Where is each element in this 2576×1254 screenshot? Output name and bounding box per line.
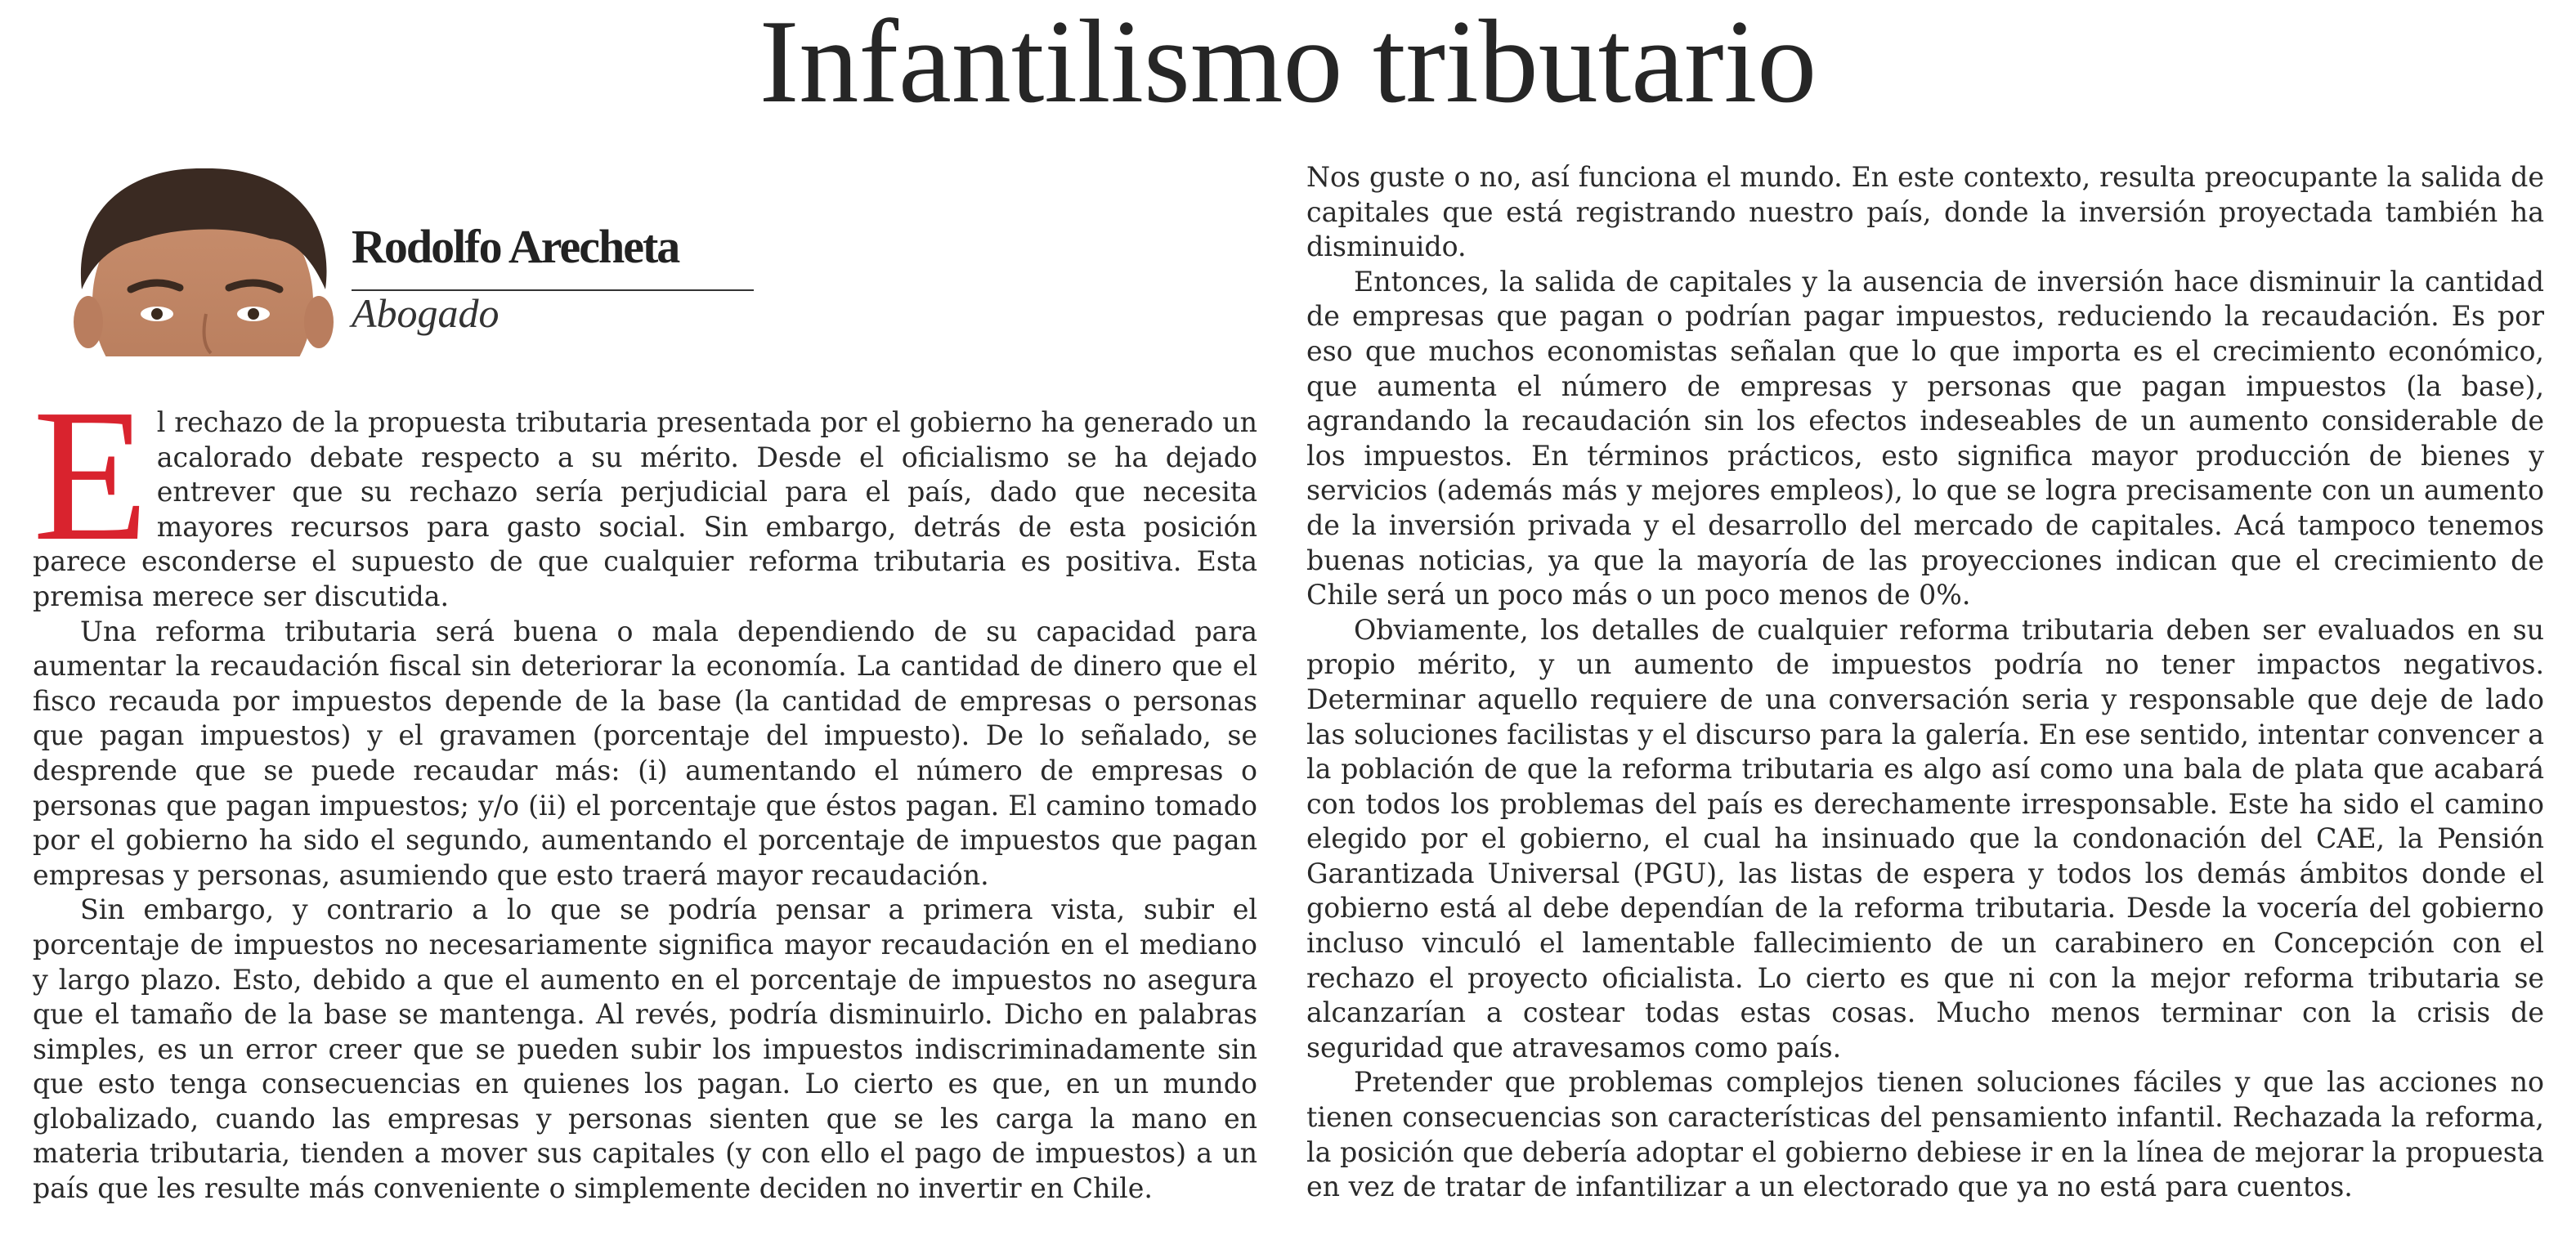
paragraph: Entonces, la salida de capitales y la ausencia de inversión hace disminuir la cantidad de empresas que pagan o podrían pagar impuestos, reduciendo la recaudación. Es por eso que muchos economistas señalan que lo que importa es el crecimiento económico, que aumenta el número de empresas y personas que pagan impuestos (la base), agrandando la recaudación sin los efectos indeseables de un aumento considerable de los impuestos. En términos prácticos, esto significa mayor producción de bienes y servicios (además más y mejores empleos), lo que se logra precisamente con un aumento de la inversión privada y el desarrollo del mercado de capitales. Acá tampoco tenemos buenas noticias, ya que la mayoría de las proyecciones indican que el crecimiento de Chile será un poco más o un poco menos de 0%. bbox=[1306, 265, 2544, 611]
right-column bbox=[1306, 160, 2544, 1205]
author-byline bbox=[36, 167, 755, 356]
paragraph: Pretender que problemas complejos tienen soluciones fáciles y que las acciones no tienen consecuencias son características del pensamiento infantil. Rechazada la reforma, la posición que debería adoptar el gobierno debiese ir en la línea de mejorar la propuesta en vez de tratar de infantilizar a un electorado que ya no está para cuentos. bbox=[1306, 1066, 2544, 1203]
author-name: Rodolfo Arecheta bbox=[352, 220, 679, 273]
paragraph: Una reforma tributaria será buena o mala dependiendo de su capacidad para aumentar la recaudación fiscal sin deteriorar la economía. La cantidad de dinero que el fisco recauda por impuestos depende de la base (la cantidad de empresas o personas que pagan impuestos) y el gravamen (porcentaje del impuesto). De lo señalado, se desprende que se puede recaudar más: (i) aumentando el número de empresas o personas que pagan impuestos; y/o (ii) el porcentaje que éstos pagan. El camino tomado por el gobierno ha sido el segundo, aumentando el porcentaje de impuestos que pagan empresas y personas, asumiendo que esto traerá mayor recaudación. bbox=[33, 615, 1257, 891]
paragraph bbox=[33, 370, 1257, 615]
paragraph: Sin embargo, y contrario a lo que se podría pensar a primera vista, subir el porcentaje de impuestos no necesariamente significa mayor recaudación en el mediano y largo plazo. Esto, debido a que el aumento en el porcentaje de impuestos no asegura que el tamaño de la base se mantenga. Al revés, podría disminuirlo. Dicho en palabras simples, es un error creer que se pueden subir los impuestos indiscriminadamente sin que esto tenga consecuencias en quienes los pagan. Lo cierto es que, en un mundo globalizado, cuando las empresas y personas sienten que se les carga la mano en materia tributaria, tienden a mover sus capitales (y con ello el pago de impuestos) a un país que les resulte más conveniente o simplemente deciden no invertir en Chile. bbox=[33, 893, 1257, 1205]
article-title: Infantilismo tributario bbox=[759, 0, 1817, 128]
author-role: Abogado bbox=[352, 290, 500, 336]
paragraph: Obviamente, los detalles de cualquier reforma tributaria deben ser evaluados en su propio mérito, y un aumento de impuestos podría no tener impactos negativos. Determinar aquello requiere de una conversación seria y responsable que deje de lado las soluciones facilistas y el discurso para la galería. En ese sentido, intentar convencer a la población de que la reforma tributaria es algo así como una bala de plata que acabará con todos los problemas del país es derechamente irresponsable. Este ha sido el camino elegido por el gobierno, el cual ha insinuado que la condonación del CAE, la Pensión Garantizada Universal (PGU), las listas de espera y todos los demás ámbitos donde el gobierno está al debe dependían de la reforma tributaria. Desde la vocería del gobierno incluso vinculó el lamentable fallecimiento de un carabinero en Concepción con el rechazo el proyecto oficialista. Lo cierto es que ni con la mejor reforma tributaria se alcanzarían a costear todas estas cosas. Mucho menos terminar con la crisis de seguridad que atravesamos como país. bbox=[1306, 613, 2544, 1064]
paragraph-text: l rechazo de la propuesta tributaria presentada por el gobierno ha generado un acalorado debate respecto a su mérito. Desde el oficialismo se ha dejado entrever que su rechazo sería perjudicial para el país, dado que necesita mayores recursos para gasto social. Sin embargo, detrás de esta posición parece esconderse el supuesto de que cualquier reforma tributaria es positiva. Esta premisa merece ser discutida. bbox=[33, 406, 1257, 612]
author-photo bbox=[65, 167, 335, 356]
drop-cap: E bbox=[33, 370, 149, 580]
paragraph: Nos guste o no, así funciona el mundo. En este contexto, resulta preocupante la salida de capitales que está registrando nuestro país, donde la inversión proyectada también ha disminuido. bbox=[1306, 161, 2544, 263]
left-column bbox=[33, 370, 1257, 1207]
